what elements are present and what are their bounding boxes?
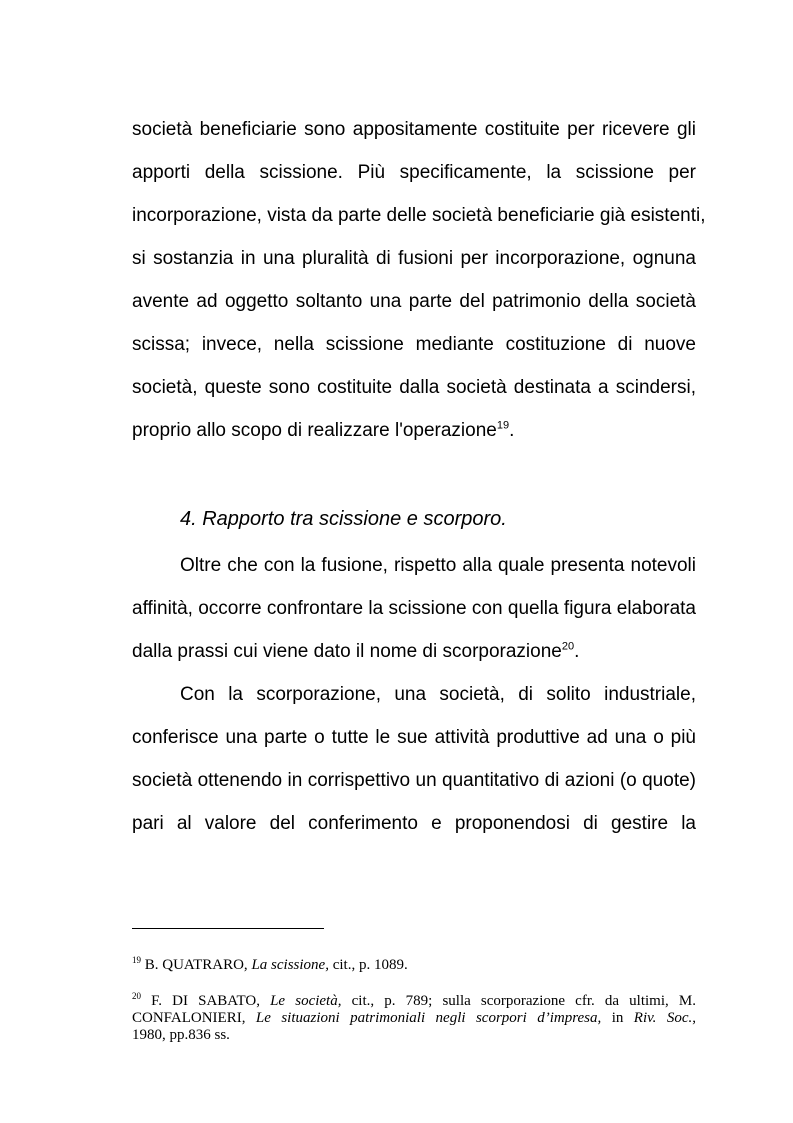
text-fragment: dalla prassi cui viene dato il nome di scorporazione [132, 641, 562, 662]
footnote-journal: Riv. Soc. [633, 1010, 693, 1026]
text-fragment: . [509, 420, 515, 441]
footnote-author: B. QUATRARO, [141, 957, 252, 973]
footnote-connector: in [601, 1010, 634, 1026]
text-line: società beneficiarie sono appositamente costituite per ricevere gli [132, 119, 696, 140]
text-line: avente ad oggetto soltanto una parte del patrimonio della società [132, 291, 696, 312]
footnote-line [132, 993, 696, 1010]
footnote-citation: cit., p. 789; sulla scorporazione cfr. da ultimi, M. [341, 993, 696, 1009]
footnote-citation: cit., p. 1089. [328, 957, 408, 973]
footnote-line [132, 1010, 696, 1027]
footnote-separator [132, 928, 324, 929]
text-line: scissa; invece, nella scissione mediante costituzione di nuove [132, 334, 696, 355]
text-line: incorporazione, vista da parte delle società beneficiarie già esistenti, [132, 205, 706, 226]
footnote-20 [132, 993, 696, 1044]
text-line: società, queste sono costituite dalla società destinata a scindersi, [132, 377, 696, 398]
footnote-19 [132, 957, 696, 974]
text-line: conferisce una parte o tutte le sue attività produttive ad una o più [132, 727, 696, 748]
paragraph-scorporo-intro [132, 556, 696, 685]
paragraph-scissione [132, 119, 706, 464]
section-heading: 4. Rapporto tra scissione e scorporo. [180, 508, 507, 530]
text-line-last [132, 642, 696, 685]
footnote-number: 19 [132, 955, 141, 965]
footnote-title: Le società, [270, 993, 342, 1009]
footnote-ref-20[interactable]: 20 [561, 640, 575, 653]
text-line-last [132, 421, 696, 464]
text-line: Con la scorporazione, una società, di solito industriale, [180, 684, 696, 705]
text-fragment: . [574, 641, 580, 662]
text-line: Oltre che con la fusione, rispetto alla quale presenta notevoli [180, 555, 696, 576]
footnote-punct: , [692, 1010, 697, 1026]
text-line: si sostanzia in una pluralità di fusioni per incorporazione, ognuna [132, 248, 696, 269]
footnote-author: F. DI SABATO, [141, 993, 271, 1009]
footnote-title: Le situazioni patrimoniali negli scorpori d’impresa, [255, 1010, 602, 1026]
footnote-number: 20 [132, 991, 141, 1001]
footnote-ref-19[interactable]: 19 [496, 419, 510, 432]
footnote-author: CONFALONIERI, [132, 1010, 256, 1026]
text-line: pari al valore del conferimento e proponendosi di gestire la [132, 813, 696, 834]
text-line: società ottenendo in corrispettivo un quantitativo di azioni (o quote) [132, 770, 696, 791]
footnote-line [132, 957, 696, 974]
text-fragment: proprio allo scopo di realizzare l'operazione [132, 420, 497, 441]
paragraph-scorporazione [132, 685, 696, 857]
footnote-title: La scissione, [251, 957, 329, 973]
text-line: apporti della scissione. Più specificamente, la scissione per [132, 162, 696, 183]
footnote-line: 1980, pp.836 ss. [132, 1027, 230, 1043]
text-line: affinità, occorre confrontare la scissione con quella figura elaborata [132, 598, 696, 619]
